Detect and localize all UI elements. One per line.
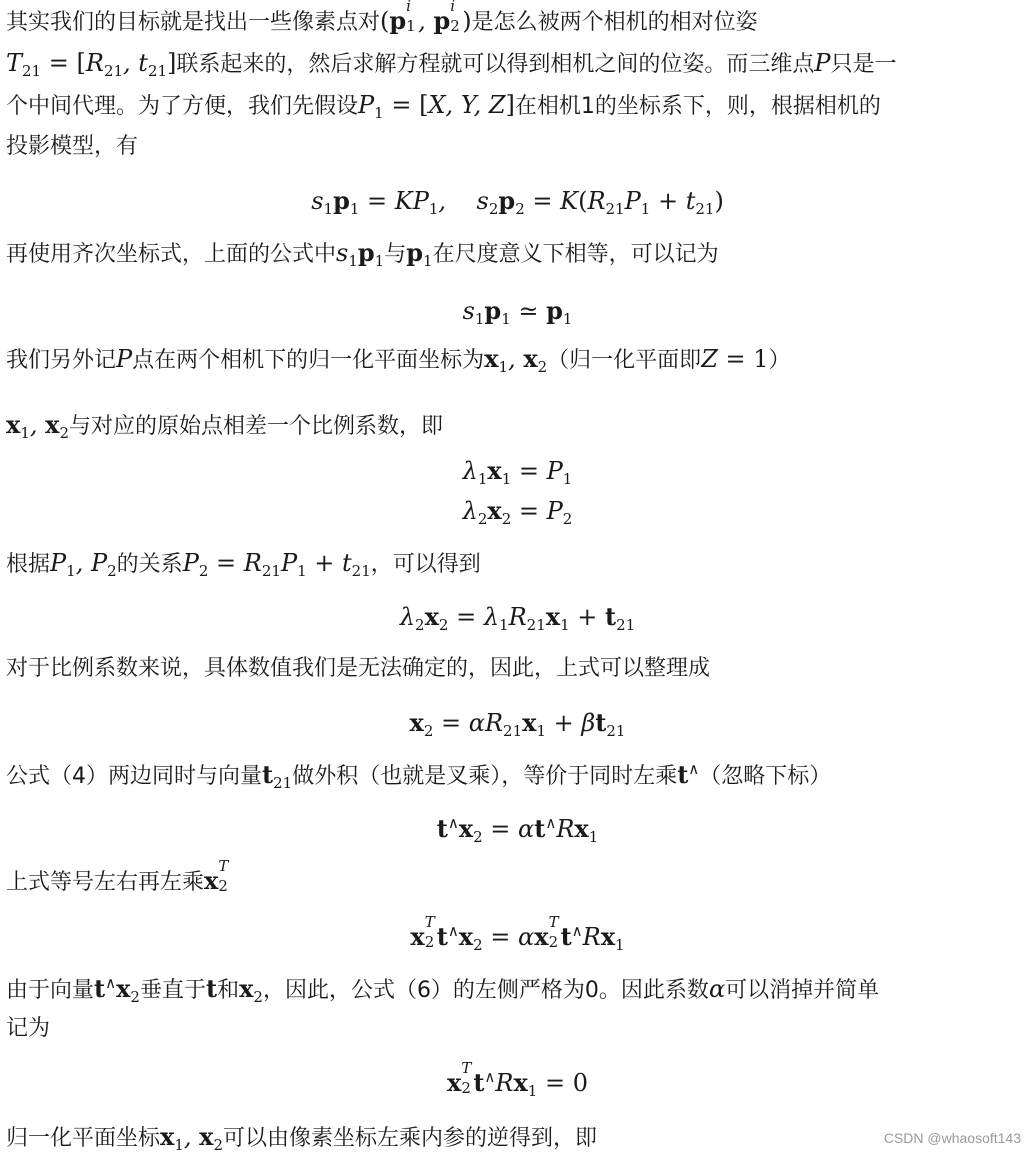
text-line-9 <box>6 654 1031 684</box>
text-line-11: 上式等号左右再左乘x T 2 <box>6 857 229 895</box>
math-p1-def: $P_1 = [X$, Y, Z] <box>358 91 515 122</box>
text-segment: 根据 <box>6 552 51 577</box>
text-line-12: 由于向量$t^\wedge x_2$垂直于t和$x_2$，因此，公式（6）的左侧严格为0。因此系数α可以消掉并简单 <box>6 974 880 1006</box>
text-line-10: 公式（4）两边同时与向量$t_{21}$做外积（也就是叉乘），等价于同时左乘t∧（忽略下标） <box>6 760 832 792</box>
text-segment: 公式（4）两边同时与向量 <box>6 764 262 789</box>
text-segment: 和 <box>217 978 240 1003</box>
text-line-14: 归一化平面坐标$x_1$, $x_2$可以由像素坐标左乘内参的逆得到，即 <box>6 1122 598 1154</box>
text-segment: 做外积（也就是叉乘），等价于同时左乘 <box>292 764 678 789</box>
text-segment: 记为 <box>6 1016 51 1041</box>
text-segment: 由于向量 <box>6 978 95 1003</box>
text-segment: 是怎么被两个相机的相对位姿 <box>471 10 758 35</box>
text-line-7: $x_1$, $x_2$与对应的原始点相差一个比例系数，即 <box>6 410 443 442</box>
text-segment: 与对应的原始点相差一个比例系数，即 <box>68 414 443 439</box>
equation-relation: $\lambda_2x_2 = \lambda_1R_{21}x_1 + t_{21}$ <box>399 602 636 634</box>
text-segment: 联系起来的，然后求解方程就可以得到相机之间的位姿。而三维点 <box>176 52 815 77</box>
text-segment: 投影模型，有 <box>6 134 139 159</box>
equation-alpha-beta: $x_2 = \alpha R_{21}x_1 + \beta t_{21}$ <box>409 708 626 740</box>
text-segment: 与 <box>384 242 407 267</box>
text-segment: 点在两个相机下的归一化平面坐标为 <box>132 348 485 373</box>
equation-epipolar: x T 2 $t^\wedge Rx_1 = 0$ <box>447 1059 588 1100</box>
equation-scale-1: $\lambda_1x_1 = P_1$ <box>462 456 573 488</box>
text-segment: 在尺度意义下相等，可以记为 <box>432 242 719 267</box>
text-segment: 其实我们的目标就是找出一些像素点对 <box>6 10 381 35</box>
text-segment: 归一化平面坐标 <box>6 1126 161 1151</box>
text-line-6: 我们另外记P点在两个相机下的归一化平面坐标为$x_1$, $x_2$（归一化平面即Z = 1） <box>6 344 791 376</box>
text-segment: 只是一 <box>830 52 897 77</box>
text-segment: （归一化平面即 <box>547 348 702 373</box>
text-segment: 对于比例系数来说，具体数值我们是无法确定的，因此，上式可以整理成 <box>6 656 711 681</box>
text-line-4 <box>6 132 1031 162</box>
text-segment: 的关系 <box>116 552 183 577</box>
equation-projection: $s_1p_1 = KP_1$, $s_2p_2 = K(R_{21}P_1 + t_{21})$ <box>311 186 724 218</box>
text-segment: ，可以得到 <box>370 552 481 577</box>
csdn-watermark: CSDN @whaosoft143 <box>883 1130 1021 1146</box>
equation-scale-2: $\lambda_2x_2 = P_2$ <box>462 496 573 528</box>
text-segment: 个中间代理。为了方便，我们先假设 <box>6 94 359 119</box>
math-point-p: P <box>814 49 831 77</box>
text-line-8: 根据$P_1$, $P_2$的关系$P_2 = R_{21}P_1 + t_{21}$，可以得到 <box>6 549 481 580</box>
text-line-13 <box>6 1014 1031 1044</box>
text-segment: ） <box>768 348 791 373</box>
text-segment: （忽略下标） <box>699 764 832 789</box>
text-segment: 我们另外记 <box>6 348 117 373</box>
text-segment: 可以由像素坐标左乘内参的逆得到，即 <box>223 1126 598 1151</box>
equation-cross: $t^\wedge x_2 = \alpha t^\wedge Rx_1$ <box>436 814 599 846</box>
equation-left-multiply: x T 2 $t^\wedge x_2 = \alpha x$ T 2 $t^\wedge Rx_1$ <box>410 913 625 954</box>
equation-homogeneous: $s_1p_1$ ≃ $p_1$ <box>462 296 573 328</box>
text-line-3 <box>6 90 1031 120</box>
text-line-2 <box>6 48 1031 78</box>
text-line-5: 再使用齐次坐标式，上面的公式中$s_1p_1$与$p_1$在尺度意义下相等，可以记为 <box>6 238 719 270</box>
math-pixel-pair: (p i 1 , p i 2 ) <box>380 0 472 35</box>
text-segment: ，因此，公式（6）的左侧严格为0。因此系数 <box>262 978 709 1003</box>
math-pose: $T_{21} = [R_{21}$, $t_{21}$] <box>6 49 177 80</box>
text-line-1 <box>6 0 1031 36</box>
text-segment: 上式等号左右再左乘 <box>6 870 205 895</box>
text-segment: 垂直于 <box>139 978 206 1003</box>
text-segment: 再使用齐次坐标式，上面的公式中 <box>6 242 337 267</box>
text-segment: 在相机1的坐标系下，则，根据相机的 <box>514 94 881 119</box>
text-segment: 可以消掉并简单 <box>725 978 880 1003</box>
